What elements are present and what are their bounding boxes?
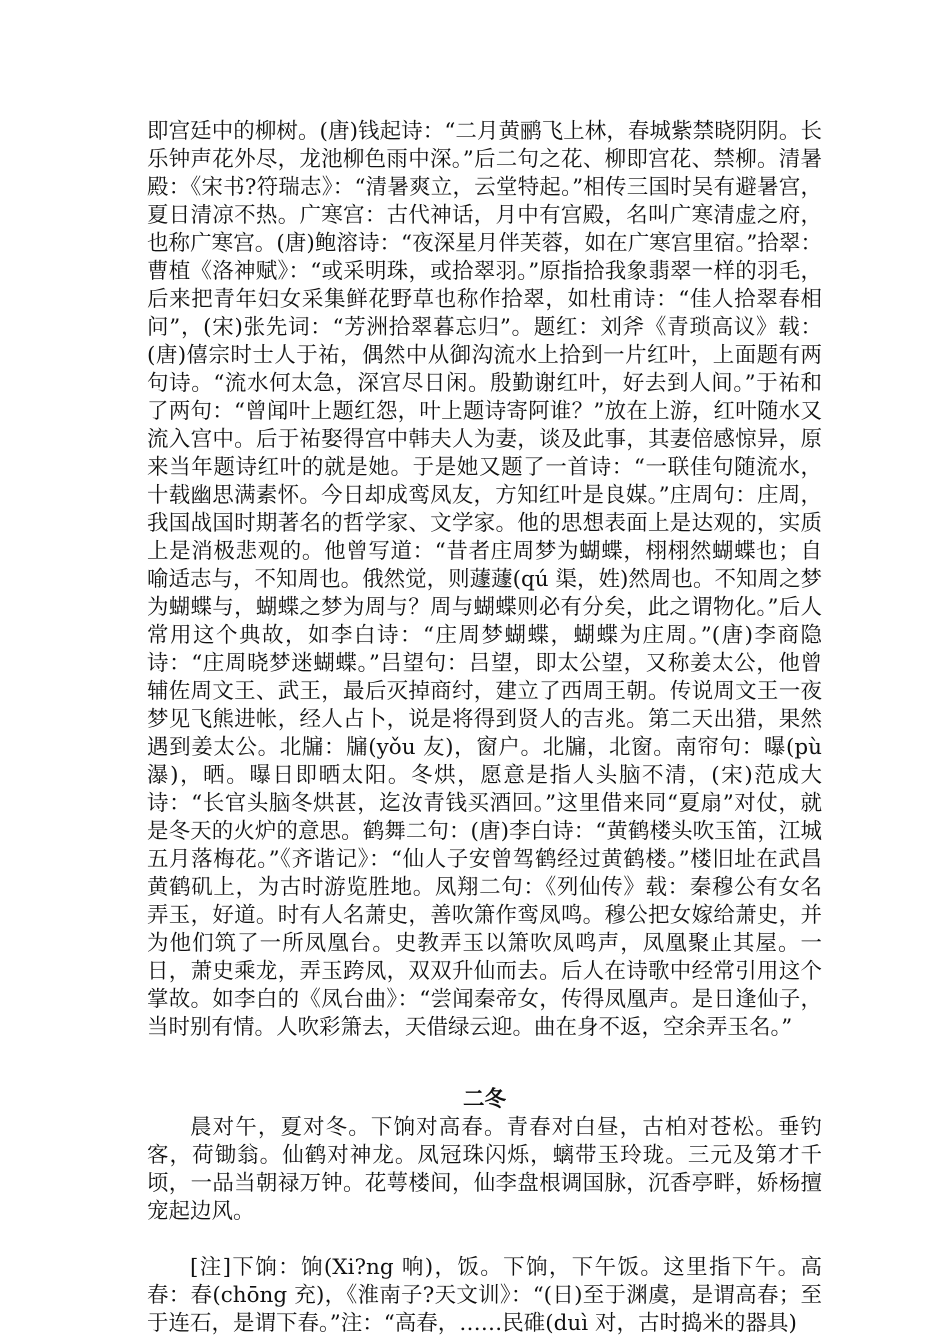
notes-paragraph: 即宫廷中的柳树。(唐)钱起诗：“二月黄鹂飞上林，春城紫禁晓阴阴。长乐钟声花外尽，龙池柳色雨中深。”后二句之花、柳即宫花、禁柳。清暑殿：《宋书?符瑞志》：“清暑爽立，云堂特起。”相传三国时吴有避暑宫，夏日清凉不热。广寒宫：古代神话，月中有宫殿，名叫广寒清虚之府，也称广寒宫。(唐)鲍溶诗：“夜深星月伴芙蓉，如在广寒宫里宿。”拾翠：曹植《洛神赋》：“或采明珠，或拾翠羽。”原指拾我象翡翠一样的羽毛，后来把青年妇女采集鲜花野草也称作拾翠，如杜甫诗：“佳人拾翠春相问”，(宋)张先词：“芳洲拾翠暮忘归”。题红：刘斧《青琐高议》载：(唐)僖宗时士人于祐，偶然中从御沟流水上拾到一片红叶，上面题有两句诗。“流水何太急，深宫尽日闲。殷勤谢红叶，好去到人间。”于祐和了两句：“曾闻叶上题红怨，叶上题诗寄阿谁？”放在上游，红叶随水又流入宫中。后于祐娶得宫中韩夫人为妻，谈及此事，其妻倍感惊异，原来当年题诗红叶的就是她。于是她又题了一首诗：“一联佳句随流水，十载幽思满素怀。今日却成鸾凤友，方知红叶是良媒。”庄周句：庄周，我国战国时期著名的哲学家、文学家。他的思想表面上是达观的，实质上是消极悲观的。他曾写道：“昔者庄周梦为蝴蝶，栩栩然蝴蝶也；自喻适志与，不知周也。俄然觉，则蘧蘧(qú 渠，姓)然周也。不知周之梦为蝴蝶与，蝴蝶之梦为周与？周与蝴蝶则必有分矣，此之谓物化。”后人常用这个典故，如李白诗：“庄周梦蝴蝶，蝴蝶为庄周。”(唐)李商隐诗：“庄周晓梦迷蝴蝶。”吕望句：吕望，即太公望，又称姜太公，他曾辅佐周文王、武王，最后灭掉商纣，建立了西周王朝。传说周文王一夜梦见飞熊进帐，经人占卜，说是将得到贤人的吉兆。第二天出猎，果然遇到姜太公。北牖：牖(yǒu 友)，窗户。北牖，北窗。南帘句：曝(pù 瀑)，晒。曝日即晒太阳。冬烘，愿意是指人头脑不清，(宋)范成大诗：“长官头脑冬烘甚，迄汝青钱买酒回。”这里借来同“夏扇”对仗，就是冬天的火炉的意思。鹤舞二句：(唐)李白诗：“黄鹤楼头吹玉笛，江城五月落梅花。”《齐谐记》：“仙人子安曾驾鹤经过黄鹤楼。”楼旧址在武昌黄鹤矶上，为古时游览胜地。凤翔二句：《列仙传》载：秦穆公有女名弄玉，好道。时有人名萧史，善吹箫作鸾凤鸣。穆公把女嫁给萧史，并为他们筑了一所凤凰台。史教弄玉以箫吹凤鸣声，凤凰聚止其屋。一日，萧史乘龙，弄玉跨凤，双双升仙而去。后人在诗歌中经常引用这个掌故。如李白的《凤台曲》：“尝闻秦帝女，传得凤凰声。是日逢仙子，当时别有情。人吹彩箫去，天借绿云迎。曲在身不返，空余弄玉名。”: [147, 119, 822, 1040]
document-page: [147, 118, 822, 1338]
paragraph-gap: [147, 1226, 822, 1254]
section-title: 二冬: [462, 1087, 506, 1112]
annotation-paragraph: [注]下饷：饷(Xi?ng 响)，饭。下饷，下午饭。这里指下午。高春：春(chōng 充)，《淮南子?天文训》：“(日)至于渊虞，是谓高春；至于连石，是谓下春。”注：“高春，……民碓(duì 对，古时捣米的器具): [147, 1255, 822, 1336]
verse-paragraph: 晨对午，夏对冬。下饷对高春。青春对白昼，古柏对苍松。垂钓客，荷锄翁。仙鹤对神龙。凤冠珠闪烁，螭带玉玲珑。三元及第才千顷，一品当朝禄万钟。花萼楼间，仙李盘根调国脉，沉香亭畔，娇杨擅宠起边风。: [147, 1115, 822, 1224]
